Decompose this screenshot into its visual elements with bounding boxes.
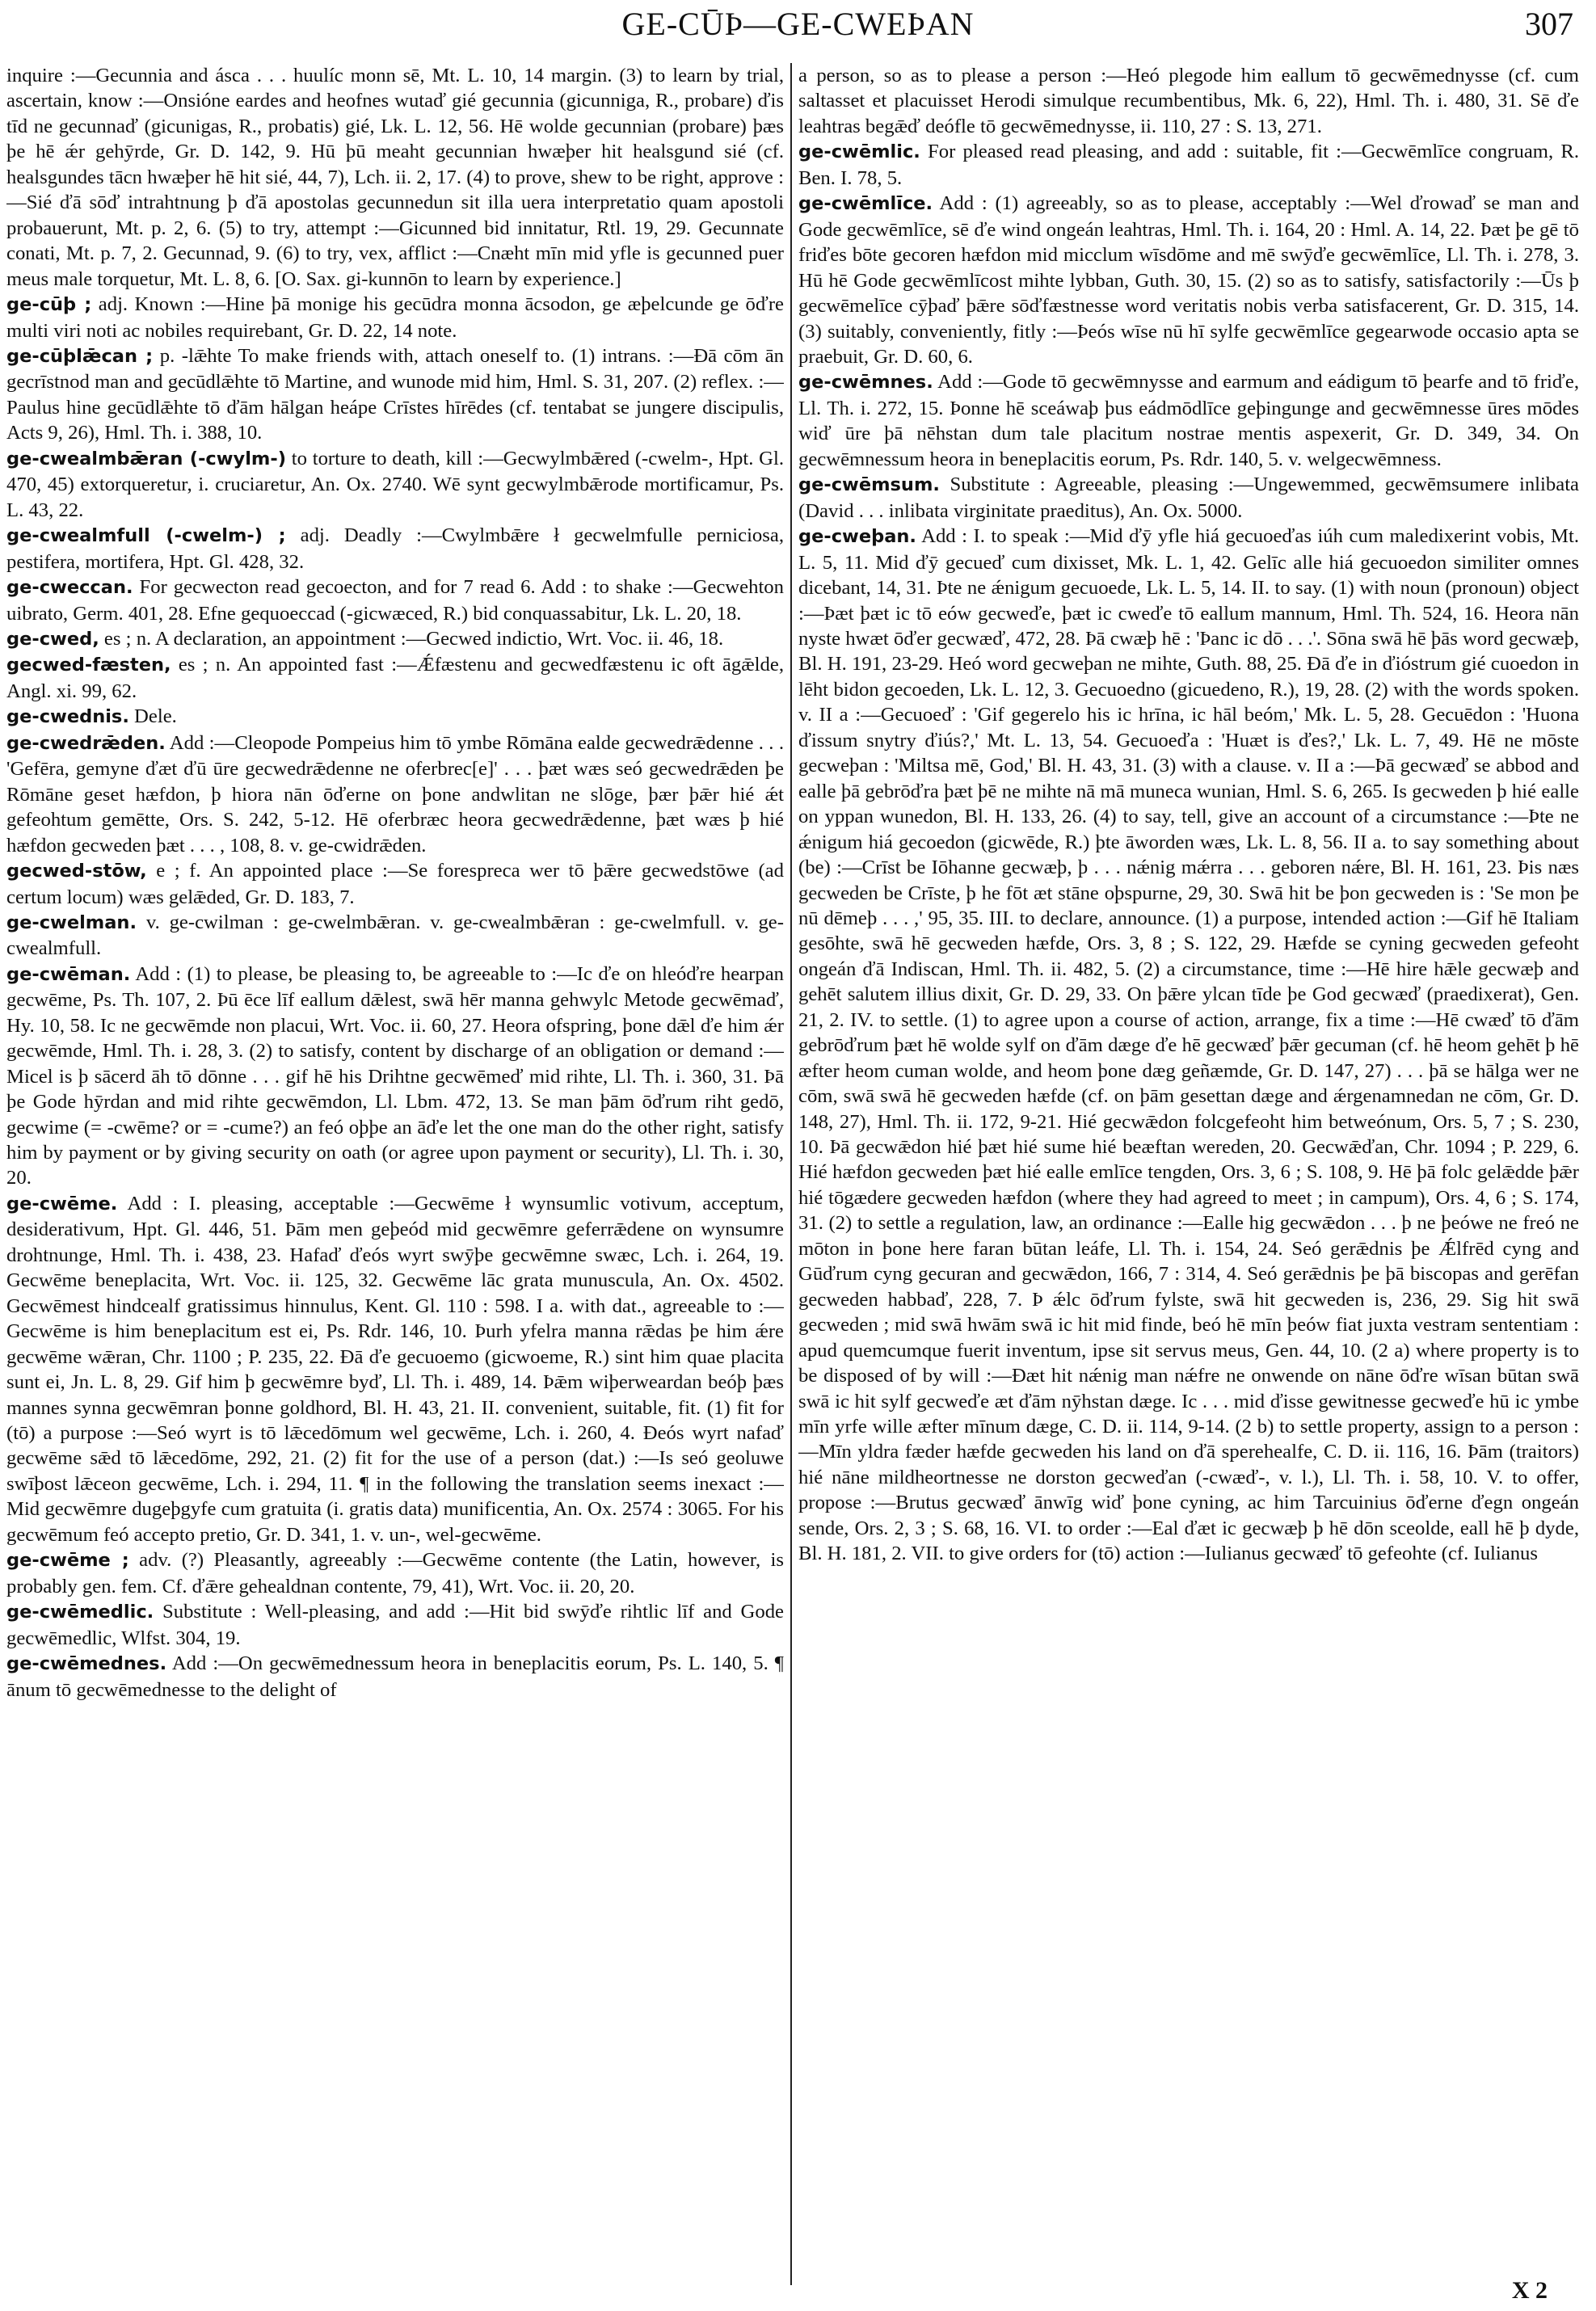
dictionary-entry <box>6 1651 784 1703</box>
entry-headword: ge-cwed, <box>6 628 99 650</box>
entry-text: Substitute : Agreeable, pleasing :—Ungewemmed, gecwēmsumere inlibata (David . . . inlibata virginitate praeditus), An. Ox. 5000. <box>798 474 1579 522</box>
dictionary-entry <box>6 63 784 292</box>
column-divider <box>790 63 792 2285</box>
signature-mark: X 2 <box>1511 2277 1548 2304</box>
dictionary-entry <box>6 1191 784 1547</box>
entry-headword: ge-cwēmsum. <box>798 474 940 496</box>
entry-text: Add : (1) agreeably, so as to please, acceptably :—Wel ďrowaď se man and Gode gecwēmlīce, sē ďe wind ongeán leahtras, Hml. Th. i. 164, 20 : Hml. A. 14, 22. Þæt þe gē tō friďes bōte gecoren hæfdon mid micclum wīsdōme and mē swȳďe gecwēmlīce, Ll. Th. i. 278, 3. Hū hē Gode gecwēmlīcost mihte lybban, Guth. 30, 15. (2) so as to satisfy, satisfactorily :—Ūs þ gecwēmelīce cȳþaď þǣre sōďfæstnesse word veritatis nobis verba satisfacerent, Gr. D. 315, 14. (3) suitably, conveniently, fitly :—Þeós wīse nū hī sylfe gecwēmlīce gegearwode occasio apta se praebuit, Gr. D. 60, 6. <box>798 192 1579 368</box>
entry-headword: ge-cwēme. <box>6 1193 118 1214</box>
entry-text: Add : (1) to please, be pleasing to, be agreeable to :—Ic ďe on hleóďre hearpan gecwēme, Ps. Th. 107, 2. Þū ēce līf eallum dǣlest, swā hēr manna gehwylc Metode gecwēmaď, Hy. 10, 58. Ic ne gecwēmde non placui, Wrt. Voc. ii. 60, 27. Heora ofspring, þone dǣl ďe him ǽr gecwēmde, Hml. Th. i. 28, 3. (2) to satisfy, content by discharge of an obligation or demand :—Micel is þ sācerd āh tō dōnne . . . gif hē his Drihtne gecwēmeď mid rihte, Ll. Th. i. 360, 31. Þā þe Gode hȳrdan and mid rihte gecwēmdon, Ll. Lbm. 472, 13. Se man þām ōďrum riht gedō, gecwime (= -cwēme? or = -cume?) an feó oþþe an āďe let the one man do the other right, satisfy him by payment or by giving security on oath (or agree upon payment or security), Ll. Th. i. 30, 20. <box>6 962 784 1189</box>
dictionary-entry <box>6 704 784 730</box>
entry-headword: gecwed-fæsten, <box>6 655 171 676</box>
right-column <box>798 63 1579 2277</box>
left-column <box>6 63 784 2277</box>
entry-headword: ge-cwēme ; <box>6 1550 129 1572</box>
entry-headword: ge-cweccan. <box>6 577 133 599</box>
entry-text: es ; n. A declaration, an appointment :—Gecwed indictio, Wrt. Voc. ii. 46, 18. <box>103 627 724 650</box>
entry-headword: ge-cwēmednes. <box>6 1653 167 1675</box>
entry-text: adj. Known :—Hine þā monige his gecūdra monna ācsodon, ge æþelcunde ge ōďre multi viri noti ac nobiles requirebant, Gr. D. 22, 14 note. <box>6 293 784 342</box>
entry-headword: ge-cwelman. <box>6 911 137 933</box>
entry-text: e ; f. An appointed place :—Se forespreca wer tō þǣre gecwedstōwe (ad certum locum) wæs gelǣded, Gr. D. 183, 7. <box>6 860 784 908</box>
entry-headword: ge-cwednis. <box>6 706 129 728</box>
dictionary-entry <box>6 962 784 1191</box>
dictionary-entry <box>798 524 1579 1567</box>
entry-text: Add : I. to speak :—Mid ďȳ yfle hiá gecuoeďas iúh cum maledixerint vobis, Mt. L. 5, 11. Mid ďȳ gecueď cum dixisset, Mk. L. 1, 42. Gelīc alle hiá gecuoedon similiter omnes dicebant, 14, 31. Þte ne ǽnigum gecuoede, Lk. L. 5, 14. II. to say. (1) with noun (pronoun) object :—Þæt þæt ic tō eów gecweďe, þæt ic cweďe tō eallum mannum, Hml. Th. 524, 16. Heora nān nyste hwæt ōďer gecwæď, 472, 28. Þā cwæþ hē : 'Þanc ic dō . . .'. Sōna swā hē þās word gecwæþ, Bl. H. 191, 23-29. Heó word gecweþan ne mihte, Guth. 88, 25. Đā ďe in ďióstrum gié cuoedon in lēht bidon gecoeden, Lk. L. 12, 3. Gecuoedno (gicuedeno, R.), 19, 28. (2) with the words spoken. v. II a :—Gecuoeď : 'Gif gegerelo his ic hrīna, ic hāl beóm,' Mk. L. 5, 28. Gecuēdon : 'Huona ďissum snytry ďiús?,' Mt. L. 13, 54. Gecuoeďa : 'Huæt is ďes?,' Lk. L. 7, 49. Hē ne mōste gecweþan : 'Miltsa mē, God,' Bl. H. 43, 31. (3) with a clause. v. II a :—Þā gecwæď se abbod and ealle þā gebrōďra þæt þē ne mihte nā mā muneca wunian, Hml. S. 6, 265. Is gecweden þ hié ealle on yppan wunedon, Bl. H. 133, 26. (4) to say, tell, give an account of a circumstance :—Þte ne ǽnigum hiá gecoedon (gicwēde, R.) þte āworden wæs, Lk. L. 8, 56. II a. to say something about (be) :—Crīst be Iōhanne gecwæþ, þ . . . nǽnig mǽrra . . . geboren nǽre, Bl. H. 161, 23. Þis næs gecweden be Crīste, þ he fōt æt stāne oþspurne, 29, 30. Swā hit be þon gecweden is : 'Se mon þe nū dēmeþ . . . ,' 95, 35. III. to declare, announce. (1) a purpose, intended action :—Gif hē Italiam gesōhte, swā hē gecweden hæfde, Ors. 3, 8 ; S. 122, 29. Hæfde se cyning gecweden gefeoht ongeán ďā Indiscan, Hml. Th. ii. 482, 5. (2) a circumstance, time :—Hē hire hǣle gecwæþ and gehēt salutem illius dixit, Gr. D. 29, 33. On þǣre ylcan tīde þe God gecwæď (praedixerat), Gen. 21, 2. IV. to settle. (1) to agree upon a course of action, arrange, fix a time :—Hē cwæď tō ďām gebrōďrum þæt hē wolde sylf on ďām dæge ďe hē gecwæď þǣr gecuman (cf. hē heom gehēt þ hē æfter heom cuman wolde, and heom þone dæg geñæmde, Gr. D. 147, 27) . . . þā se hālga wer ne cōm, swā swā hē gecweden hæfde (cf. on þām gesettan dæge and ǽrgenamnedan ne cōm, Gr. D. 148, 27), Hml. Th. ii. 172, 9-21. Hié gecwǣdon folcgefeoht him betweónum, Ors. 5, 7 ; S. 230, 10. Þā gecwǣdon hié þæt hié sume hié beæftan wereden, 20. Gecwǣďan, Chr. 1094 ; P. 229, 6. Hié hæfdon gecweden þæt hié ealle emlīce tengden, Ors. 3, 6 ; S. 108, 9. Hē þā folc gelǣdde þǣr hié tōgædere gecweden hæfdon (where they had agreed to meet ; in campum), Ors. 4, 6 ; S. 174, 31. (2) to settle a regulation, law, an ordinance :—Ealle hig gecwǣdon . . . þ ne þeówe ne freó ne mōton in þone here faran būtan leáfe, Ll. Th. i. 154, 24. Seó gerǣdnis þe Ǽlfrēd cyng and Gūďrum cyng gecuran and gecwǣdon, 166, 7 : 314, 4. Seó gerǣdnis þe þā biscopas and gerēfan gecweden habbaď, 228, 7. Þ ǽlc ōďrum fylste, swā hit gecweden is, 236, 29. Sig hit swā gecweden ; mid swā hwām swā ic hit mid finde, beó hē mīn þeów fiat juxta vestram sententiam : apud quemcumque fuerit inventum, ipse sit servus meus, Gen. 44, 10. (2 a) where property is to be disposed of by will :—Đæt hit nǽnig man nǽfre ne onwende on nāne ōďre wīsan būtan swā swā ic hit sylf gecweďe æt ďām nȳhstan dæge. Ic . . . mid ďisse gewitnesse gecweďe hū ic ymbe mīn yrfe wille æfter mīnum dæge, C. D. ii. 114, 9-14. (2 b) to settle property, assign to a person :—Mīn yldra fæder hæfde gecweden his land on ďā sperehealfe, C. D. ii. 116, 16. Þām (traitors) hié nāne mildheortnesse ne dorston gecweďan (-cwæď-, v. l.), Ll. Th. i. 58, 10. V. to offer, propose :—Brutus gecwæď ānwīg wiď þone cyning, ac him Tarcuinius ōďerne ďegn ongeán sende, Ors. 2, 3 ; S. 68, 16. VI. to order :—Eal ďæt ic gecwæþ þ hē dōn sceolde, eall hē þ dyde, Bl. H. 181, 2. VII. to give orders for (tō) action :—Iulianus gecwæď tō gefeohte (cf. Iulianus <box>798 525 1579 1565</box>
dictionary-entry <box>6 575 784 626</box>
dictionary-entry <box>798 63 1579 139</box>
dictionary-entry <box>798 139 1579 191</box>
entry-text: Add :—Cleopode Pompeius him tō ymbe Rōmāna ealde gecwedrǣdenne . . . 'Gefēra, gemyne ďæt ďū ūre gecwedrǣdenne ne oferbrec[e]' . . . þæt wæs seó gecwedrǣden þe Rōmāne geset hæfdon, þ hiora nān ōďerne on þone andwlitan ne slōge, þær þǣr hié ǽt gefeohtum gemētte, Ors. S. 242, 5-12. Hē oferbræc heora gecwedrǣdenne, þæt wæs þ hié hæfdon gecweden þæt . . . , 108, 8. v. ge-cwidrǣden. <box>6 731 784 857</box>
entry-text: es ; n. An appointed fast :—Ǽfæstenu and gecwedfæstenu ic oft āgǣlde, Angl. xi. 99, 62. <box>6 654 784 702</box>
dictionary-entry <box>6 626 784 652</box>
entry-text: Add :—On gecwēmednessum heora in beneplacitis eorum, Ps. L. 140, 5. ¶ ānum tō gecwēmednesse to the delight of <box>6 1652 784 1701</box>
dictionary-entry <box>6 523 784 575</box>
entry-headword: ge-cweþan. <box>798 526 916 548</box>
entry-headword: ge-cūþlǣcan ; <box>6 345 154 367</box>
dictionary-entry <box>6 730 784 858</box>
dictionary-entry <box>6 1599 784 1651</box>
dictionary-entry <box>6 343 784 446</box>
dictionary-entry <box>798 369 1579 472</box>
dictionary-entry <box>798 472 1579 524</box>
entry-text: adv. (?) Pleasantly, agreeably :—Gecwēme contente (the Latin, however, is probably gen. fem. Cf. ďǣre gehealdnan contente, 79, 41), Wrt. Voc. ii. 20, 20. <box>6 1549 784 1597</box>
entry-headword: gecwed-stōw, <box>6 861 147 882</box>
dictionary-entry <box>798 191 1579 369</box>
dictionary-entry <box>6 446 784 523</box>
entry-text: Add : I. pleasing, acceptable :—Gecwēme ł wynsumlic votivum, acceptum, desiderativum, Hpt. Gl. 446, 51. Þām men geþeód mid gecwēmre geferrǣdene on wynsumre drohtnunge, Hml. Th. i. 438, 23. Hafaď ďeós wyrt swȳþe gecwēmne swæc, Lch. i. 264, 19. Gecwēme beneplacita, Wrt. Voc. ii. 125, 32. Gecwēme lāc grata munuscula, An. Ox. 4502. Gecwēmest hindcealf gratissimus hinnulus, Kent. Gl. 110 : 598. I a. with dat., agreeable to :—Gecwēme is him beneplacitum est ei, Ps. Rdr. 146, 10. Þurh yfelra manna rǣdas þe him ǽre gecwēme wǣran, Chr. 1100 ; P. 235, 22. Đā ďe gecuoemo (gicwoeme, R.) sint him quae placita sunt ei, Jn. L. 8, 29. Gif him þ gecwēmre byď, Ll. Th. i. 489, 14. Þǣm wiþerweardan beóþ þæs mannes synna gecwēmran þonne goldhord, Bl. H. 43, 21. II. convenient, suitable, fit. (1) fit for (tō) a purpose :—Seó wyrt is tō lǣcedōmum wel gecwēme, Lch. i. 260, 4. Đeós wyrt nafaď gecwēme sǣd tō lǣcedōme, 292, 21. (2) fit for the use of a person (dat.) :—Is seó geoluwe swīþost lǣceon gecwēme, Lch. i. 294, 11. ¶ in the following the translation seems inexact :—Mid gecwēmre dugeþgyfe cum gratuita (i. gratis data) munificentia, An. Ox. 2574 : 3065. For his gecwēmum feó accepto pretio, Gr. D. 341, 1. v. un-, wel-gecwēme. <box>6 1192 784 1546</box>
dictionary-entry <box>6 910 784 962</box>
entry-headword: ge-cwealmfull (-cwelm-) ; <box>6 525 286 547</box>
entry-text: adj. Deadly :—Cwylmbǣre ł gecwelmfulle perniciosa, pestifera, mortifera, Hpt. Gl. 428, 32. <box>6 524 784 573</box>
entry-text: inquire :—Gecunnia and ásca . . . huulíc monn sē, Mt. L. 10, 14 margin. (3) to learn by trial, ascertain, know :—Onsióne eardes and heofnes wutaď gié gecunnia (gicunniga, R., probare) ďis tīd ne gecunnaď (gicunigas, R., probatis) gié, Lk. L. 12, 56. Hē wolde gecunnian (probare) þæs þe hē ǽr gehȳrde, Gr. D. 142, 9. Hū þū meaht gecunnian hwæþer hit healsgund sié (cf. healsgundes tācn hwæþer hē hit sié, 44, 7), Lch. ii. 2, 17. (4) to prove, shew to be right, approve :—Sié ďā sōď intrahtnung þ ďā apostolas gecunnedun sit illa uera interpretatio quam apostoli probauerunt, Mt. p. 2, 6. (5) to try, attempt :—Gicunned bid innitatur, Rtl. 19, 29. Gecunnate conati, Mt. p. 7, 2. Gecunnad, 9. (6) to try, vex, afflict :—Cnæht mīn mid yfle is gecunned puer meus male torquetur, Mt. L. 8, 6. [O. Sax. gi-kunnōn to learn by experience.] <box>6 65 784 290</box>
dictionary-entry <box>6 858 784 910</box>
entry-headword: ge-cwēmnes. <box>798 372 933 394</box>
dictionary-entry <box>6 1547 784 1599</box>
entry-text: to torture to death, kill :—Gecwylmbǣred (-cwelm-, Hpt. Gl. 470, 45) extorqueretur, i. cruciaretur, An. Ox. 2740. Wē synt gecwylmbǣrode mortificamur, Ps. L. 43, 22. <box>6 447 784 521</box>
entry-headword: ge-cwedrǣden. <box>6 732 166 754</box>
entry-headword: ge-cwēmedlic. <box>6 1602 154 1623</box>
entry-headword: ge-cwēman. <box>6 963 131 985</box>
entry-text: For gecwecton read gecoecton, and for 7 read 6. Add : to shake :—Gecwehton uibrato, Germ. 401, 28. Efne gequoeccad (-gicwæced, R.) bid conquassabitur, Lk. L. 20, 18. <box>6 576 784 625</box>
entry-text: Add :—Gode tō gecwēmnysse and earmum and eádigum tō þearfe and tō friďe, Ll. Th. i. 272, 15. Þonne hē sceáwaþ þus eádmōdlīce geþingunge and gecwēmnesse ūres mōdes wiď ūre þā nēhstan dum tale placitum nostrae mentis aspexerit, Gr. D. 349, 34. On gecwēmnessum heora in beneplacitis eorum, Ps. Rdr. 140, 5. v. welgecwēmness. <box>798 371 1579 470</box>
entry-text: Dele. <box>134 705 177 728</box>
running-head: GE-CŪÞ—GE-CWEÞAN <box>621 6 975 42</box>
entry-headword: ge-cwēmlīce. <box>798 193 933 215</box>
entry-text: p. -lǣhte To make friends with, attach oneself to. (1) intrans. :—Đā cōm ān gecrīstnod man and gecūdlǣhte tō Martine, and wunode mid him, Hml. S. 31, 207. (2) reflex. :—Paulus hine gecūdlǣhte tō ďām hālgan heápe Crīstes hīrēdes (cf. tentabat se jungere discipulis, Acts 9, 26), Hml. Th. i. 388, 10. <box>6 344 784 444</box>
entry-text: For pleased read pleasing, and add : suitable, fit :—Gecwēmlīce congruam, R. Ben. I. 78, 5. <box>798 141 1579 189</box>
entry-text: a person, so as to please a person :—Heó plegode him eallum tō gecwēmednysse (cf. cum saltasset et placuisset Herodi simulque recumbentibus, Mk. 6, 22), Hml. Th. i. 480, 31. Sē ďe leahtras begǣď deófle tō gecwēmednysse, ii. 110, 27 : S. 13, 271. <box>798 65 1579 137</box>
entry-text: Substitute : Well-pleasing, and add :—Hit bid swȳďe rihtlic līf and Gode gecwēmedlic, Wlfst. 304, 19. <box>6 1601 784 1649</box>
dictionary-entry <box>6 652 784 704</box>
page-number: 307 <box>1525 6 1573 42</box>
entry-headword: ge-cwēmlic. <box>798 141 920 163</box>
entry-headword: ge-cwealmbǣran (-cwylm-) <box>6 448 287 469</box>
entry-text: v. ge-cwilman : ge-cwelmbǣran. v. ge-cwealmbǣran : ge-cwelmfull. v. ge-cwealmfull. <box>6 911 784 960</box>
page-header <box>0 0 1596 57</box>
entry-headword: ge-cūþ ; <box>6 294 92 316</box>
dictionary-entry <box>6 292 784 343</box>
